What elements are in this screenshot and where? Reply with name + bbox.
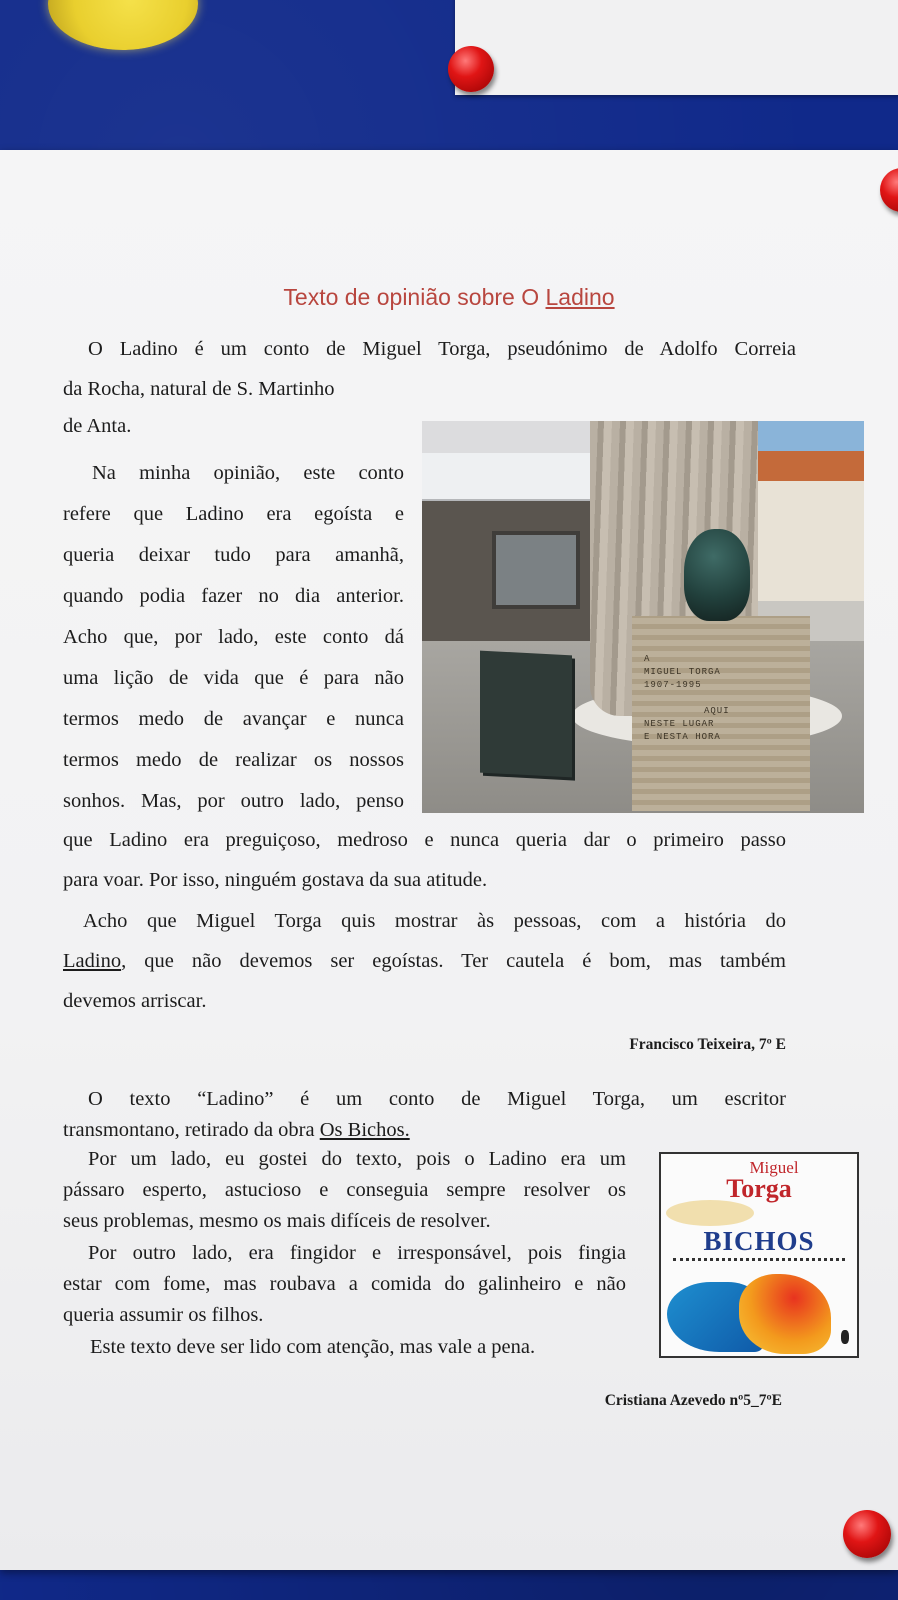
bichos-book-cover [659,1152,859,1358]
essay1-wrap-line: uma lição de vida que é para não [63,667,404,689]
cover-title: BICHOS [703,1226,815,1256]
essay1-wrap-line: Acho que, por lado, este conto dá [63,626,404,648]
essay1-wrap-line: termos medo de avançar e nunca [63,708,404,730]
essay2-line: Este texto deve ser lido com atenção, mas vale a pena. [90,1336,536,1358]
essay1-wrap-line: queria deixar tudo para amanhã, [63,544,404,566]
photo-building-band [422,453,612,502]
ladino-underlined: Ladino [63,950,122,972]
heading-prefix: Texto de opinião sobre O [283,284,546,310]
essay1-p3-line1: Acho que Miguel Torga quis mostrar às pessoas, com a história do [83,910,786,932]
pinned-sheet-top [455,0,898,95]
cover-bug-icon [841,1330,849,1344]
photo-house [747,481,864,601]
essay1-wrap-line: quando podia fazer no dia anterior. [63,585,404,607]
essay2-line1: O texto “Ladino” é um conto de Miguel Torga, um escritor [88,1088,786,1110]
essay1-p3-line2-rest: , que não devemos ser egoístas. Ter cautela é bom, mas também [121,950,786,972]
cover-divider [673,1258,845,1261]
essay2-line2-pre: transmontano, retirado da obra [63,1119,320,1141]
red-pushpin [448,46,494,92]
essay2-line2 [63,1113,623,1147]
essay1-wrap-line: refere que Ladino era egoísta e [63,503,404,525]
heading-title: Ladino [545,284,615,310]
essay1-cont-line2: para voar. Por isso, ninguém gostava da sua atitude. [63,869,488,891]
essay2-line: pássaro esperto, astucioso e conseguia sempre resolver os [63,1179,626,1201]
engraving-line: NESTE LUGAR [644,719,715,729]
engraving-line [644,692,804,705]
essay1-p3-line3: devemos arriscar. [63,990,207,1012]
essay1-wrap-line: Na minha opinião, este conto [92,462,404,484]
bronze-bust [684,529,750,621]
cover-rooster [739,1274,831,1354]
engraving-line: A [644,654,651,664]
torga-monument-photo [422,421,864,813]
essay2-line: seus problemas, mesmo os mais difíceis de resolver. [63,1210,491,1232]
pedestal-engraving [644,653,804,744]
essay1-wrap-line: termos medo de realizar os nossos [63,749,404,771]
essay-heading [0,284,898,311]
essay1-line1: O Ladino é um conto de Miguel Torga, pseudónimo de Adolfo Correia [88,338,796,360]
engraving-line: E NESTA HORA [644,732,721,742]
essay1-cont-line1: que Ladino era preguiçoso, medroso e nunca queria dar o primeiro passo [63,829,786,851]
essay1-p3-line2 [63,942,786,981]
photo-shop-window [492,531,580,609]
engraving-line: AQUI [704,706,730,716]
essay1-wrap-line: sonhos. Mas, por outro lado, penso [63,790,404,812]
essay2-line: queria assumir os filhos. [63,1304,264,1326]
essay1-line3: de Anta. [63,415,132,437]
essay2-line: estar com fome, mas roubava a comida do galinheiro e não [63,1273,626,1295]
os-bichos-underlined: Os Bichos. [319,1119,410,1141]
cover-author-first: Miguel [749,1158,799,1177]
engraving-line: 1907-1995 [644,680,702,690]
red-pushpin [843,1510,891,1558]
essay2-line: Por outro lado, era fingidor e irresponsável, pois fingia [88,1242,626,1264]
essay2-line: Por um lado, eu gostei do texto, pois o Ladino era um [88,1148,626,1170]
cover-author-last: Torga [726,1174,792,1203]
signature-francisco: Francisco Teixeira, 7º E [629,1036,786,1053]
photo-dark-plaque [480,651,572,778]
signature-cristiana: Cristiana Azevedo nº5_7ºE [604,1392,782,1409]
engraving-line: MIGUEL TORGA [644,667,721,677]
essay1-line2: da Rocha, natural de S. Martinho [63,378,335,400]
